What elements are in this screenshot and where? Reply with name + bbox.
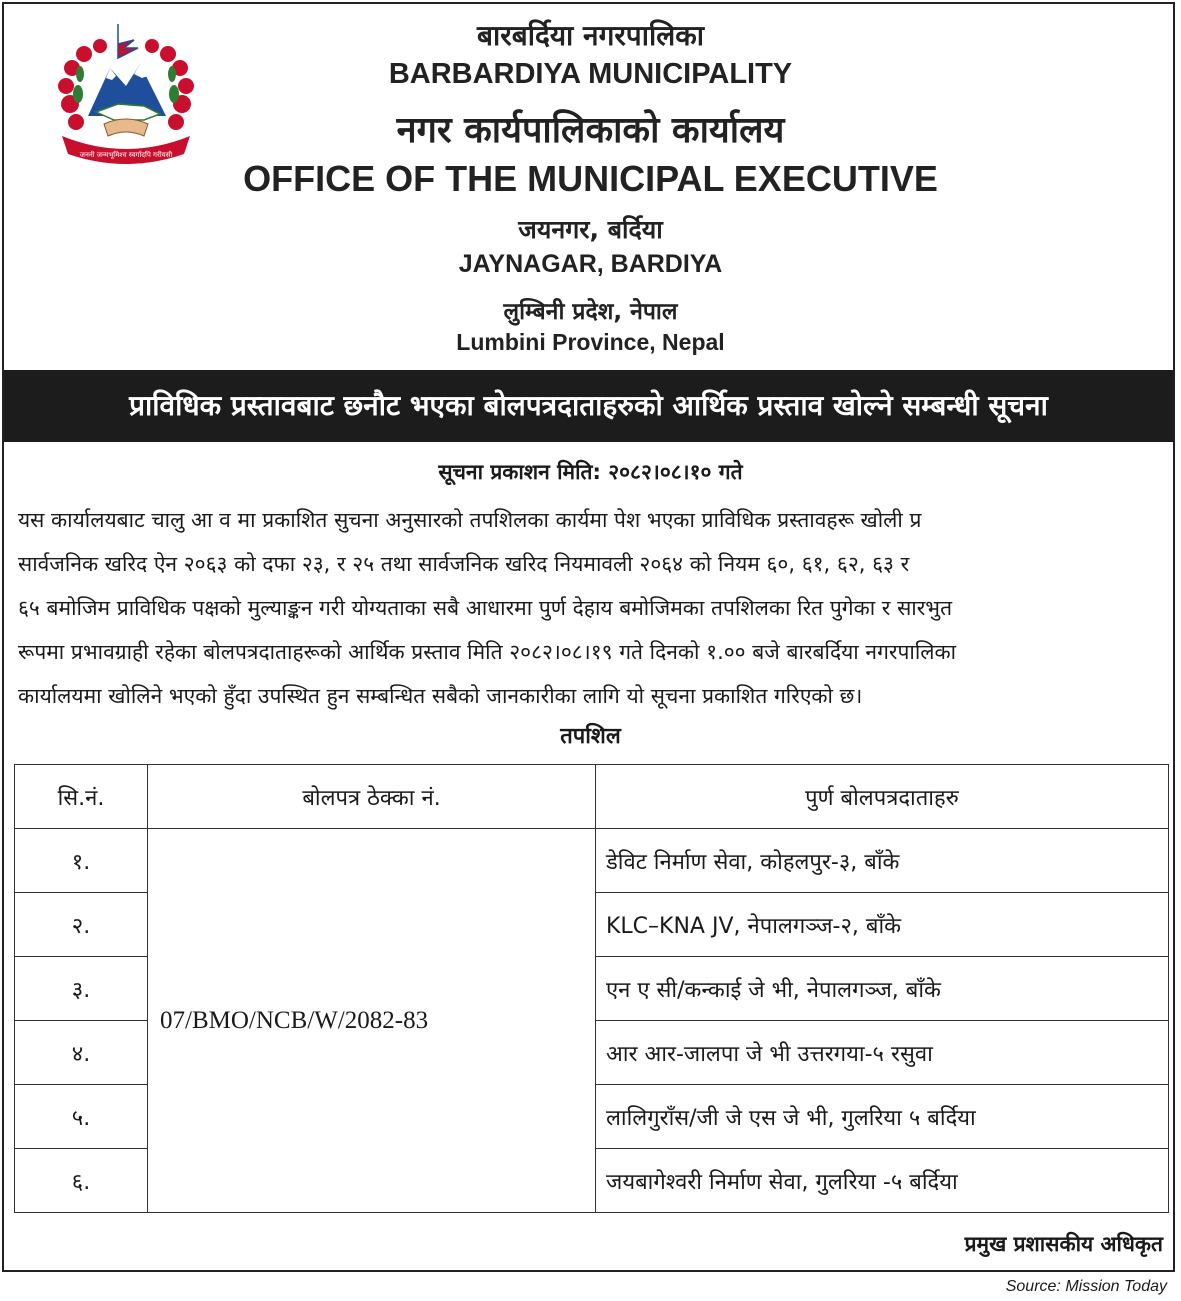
- bidder-name: KLC–KNA JV, नेपालगञ्ज-२, बाँके: [596, 893, 1169, 957]
- serial-number: २.: [15, 893, 148, 957]
- bidder-name: डेविट निर्माण सेवा, कोहलपुर-३, बाँके: [596, 829, 1169, 893]
- table-title: तपशिल: [560, 724, 621, 749]
- executive-office-nepali: नगर कार्यपालिकाको कार्यालय: [396, 110, 785, 151]
- source-credit: Source: Mission Today: [1005, 1278, 1167, 1295]
- notice-title-banner: प्राविधिक प्रस्तावबाट छनौट भएका बोलपत्रदाताहरुको आर्थिक प्रस्ताव खोल्ने सम्बन्धी सूचना: [4, 370, 1173, 442]
- executive-office-english: OFFICE OF THE MUNICIPAL EXECUTIVE: [243, 158, 938, 199]
- header-contract-no: बोलपत्र ठेक्का नं.: [148, 765, 596, 829]
- serial-number: ५.: [15, 1085, 148, 1149]
- serial-number: १.: [15, 829, 148, 893]
- body-line: यस कार्यालयबाट चालु आ व मा प्रकाशित सुचना अनुसारको तपशिलका कार्यमा पेश भएका प्राविधिक प्रस्तावहरू खोली प्र: [18, 508, 922, 532]
- table-header-row: [15, 765, 1169, 829]
- place-english: JAYNAGAR, BARDIYA: [458, 250, 723, 278]
- bidder-name: जयबागेश्वरी निर्माण सेवा, गुलरिया -५ बर्दिया: [596, 1149, 1169, 1213]
- bidder-name: आर आर-जालपा जे भी उत्तरगया-५ रसुवा: [596, 1021, 1169, 1085]
- office-name-english: BARBARDIYA MUNICIPALITY: [388, 58, 793, 90]
- office-name-nepali: बारबर्दिया नगरपालिका: [477, 19, 704, 52]
- header-bidders: पुर्ण बोलपत्रदाताहरु: [596, 765, 1169, 829]
- emblem-motto: जननी जन्मभूमिश्च स्वर्गादपि गरीयसी: [79, 151, 173, 159]
- bidder-name: एन ए सी/कन्काई जे भी, नेपालगञ्ज, बाँके: [596, 957, 1169, 1021]
- body-line: ६५ बमोजिम प्राविधिक पक्षको मुल्याङ्कन गरी योग्यताका सबै आधारमा पुर्ण देहाय बमोजिमका तपशिलका रित पुगेका र सारभुत: [18, 596, 953, 620]
- serial-number: ६.: [15, 1149, 148, 1213]
- serial-number: ४.: [15, 1021, 148, 1085]
- signatory-title: प्रमुख प्रशासकीय अधिकृत: [964, 1232, 1163, 1256]
- province-english: Lumbini Province, Nepal: [456, 329, 725, 355]
- province-nepali: लुम्बिनी प्रदेश, नेपाल: [503, 299, 678, 325]
- place-nepali: जयनगर, बर्दिया: [518, 215, 663, 244]
- body-line: रूपमा प्रभावग्राही रहेका बोलपत्रदाताहरूको आर्थिक प्रस्ताव मिति २०८२।०८।१९ गते दिनको १.०० बजे बारबर्दिया नगरपालिका: [18, 640, 957, 664]
- body-line: सार्वजनिक खरिद ऐन २०६३ को दफा २३, र २५ तथा सार्वजनिक खरिद नियमावली २०६४ को नियम ६०, ६१, ६२, ६३ र: [18, 552, 910, 576]
- bidder-name: लालिगुराँस/जी जे एस जे भी, गुलरिया ५ बर्दिया: [596, 1085, 1169, 1149]
- header-serial: सि.नं.: [15, 765, 148, 829]
- contract-number: 07/BMO/NCB/W/2082-83: [148, 829, 596, 1213]
- bidders-table: [14, 764, 1169, 1213]
- serial-number: ३.: [15, 957, 148, 1021]
- notice-body: [18, 498, 1166, 718]
- body-line: कार्यालयमा खोलिने भएको हुँदा उपस्थित हुन सम्बन्धित सबैको जानकारीका लागि यो सूचना प्रकाशित गरिएको छ।: [18, 684, 863, 708]
- table-row: [15, 829, 1169, 893]
- publication-date: सूचना प्रकाशन मिति: २०८२।०८।१० गते: [438, 460, 743, 484]
